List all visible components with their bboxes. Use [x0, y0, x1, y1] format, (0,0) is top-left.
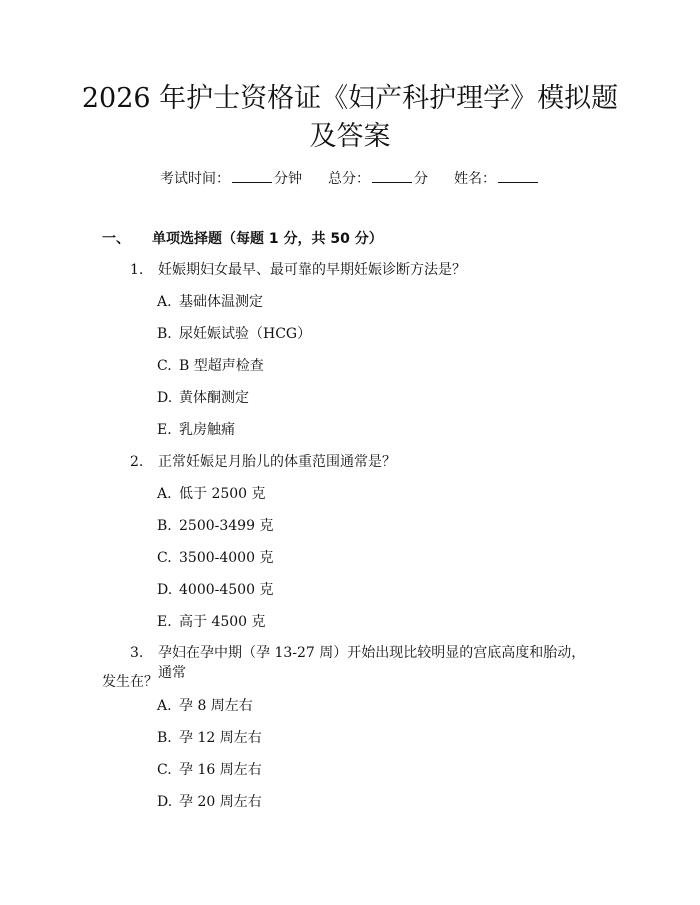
option-text: 尿妊娠试验（HCG）: [179, 326, 312, 342]
option-text: 孕 20 周左右: [179, 794, 262, 810]
section-title: 单项选择题（每题 1 分，共 50 分）: [152, 231, 383, 247]
option-letter: D.: [157, 794, 173, 810]
option-text: 2500-3499 克: [179, 518, 274, 534]
exam-meta: [0, 168, 700, 189]
question-text: 正常妊娠足月胎儿的体重范围通常是？: [158, 454, 396, 470]
option-3a[interactable]: [157, 696, 253, 716]
total-score-blank: [372, 168, 412, 183]
option-letter: A.: [157, 486, 172, 502]
option-letter: C.: [157, 762, 172, 778]
option-1a[interactable]: [157, 292, 263, 312]
question-number: 2.: [130, 454, 144, 470]
page-title-line1: 2026 年护士资格证《妇产科护理学》模拟题: [81, 83, 619, 114]
option-letter: E.: [157, 614, 172, 630]
option-letter: B.: [157, 326, 172, 342]
student-name-blank: [498, 168, 538, 183]
option-text: 高于 4500 克: [179, 614, 266, 630]
option-letter: A.: [157, 294, 172, 310]
option-2b[interactable]: [157, 516, 273, 536]
option-1d[interactable]: [157, 388, 249, 408]
option-text: 乳房触痛: [179, 422, 235, 438]
option-letter: D.: [157, 390, 173, 406]
option-letter: A.: [157, 698, 172, 714]
option-text: 孕 12 周左右: [179, 730, 262, 746]
option-3d[interactable]: [157, 792, 262, 812]
option-text: 孕 16 周左右: [179, 762, 262, 778]
student-name-label: 姓名：: [454, 171, 496, 187]
section-heading: [102, 229, 383, 249]
option-2a[interactable]: [157, 484, 266, 504]
option-letter: D.: [157, 582, 173, 598]
option-letter: C.: [157, 358, 172, 374]
option-text: 3500-4000 克: [179, 550, 274, 566]
option-letter: B.: [157, 730, 172, 746]
option-text: 4000-4500 克: [179, 582, 274, 598]
option-3c[interactable]: [157, 760, 262, 780]
option-text: 基础体温测定: [179, 294, 263, 310]
exam-time-label: 考试时间：: [160, 171, 230, 187]
page-title-line2: 及答案: [309, 121, 391, 152]
question-text: 妊娠期妇女最早、最可靠的早期妊娠诊断方法是？: [158, 262, 466, 278]
option-text: 低于 2500 克: [179, 486, 266, 502]
option-3b[interactable]: [157, 728, 262, 748]
total-score-unit: 分: [414, 171, 428, 187]
option-text: 孕 8 周左右: [179, 698, 253, 714]
section-number: 一、: [102, 231, 130, 247]
exam-time-unit: 分钟: [274, 171, 302, 187]
question-text-continued: 发生在？: [102, 674, 158, 690]
option-2c[interactable]: [157, 548, 273, 568]
option-letter: C.: [157, 550, 172, 566]
option-1b[interactable]: [157, 324, 311, 344]
question-number: 3.: [130, 645, 144, 661]
question-text: 孕妇在孕中期（孕 13-27 周）开始出现比较明显的宫底高度和胎动，通常: [158, 645, 586, 681]
option-text: B 型超声检查: [179, 358, 264, 374]
question-number: 1.: [130, 262, 144, 278]
total-score-label: 总分：: [328, 171, 370, 187]
option-1c[interactable]: [157, 356, 264, 376]
option-text: 黄体酮测定: [179, 390, 249, 406]
exam-time-blank: [232, 168, 272, 183]
option-2d[interactable]: [157, 580, 273, 600]
option-2e[interactable]: [157, 612, 266, 632]
option-letter: B.: [157, 518, 172, 534]
option-letter: E.: [157, 422, 172, 438]
option-1e[interactable]: [157, 420, 235, 440]
